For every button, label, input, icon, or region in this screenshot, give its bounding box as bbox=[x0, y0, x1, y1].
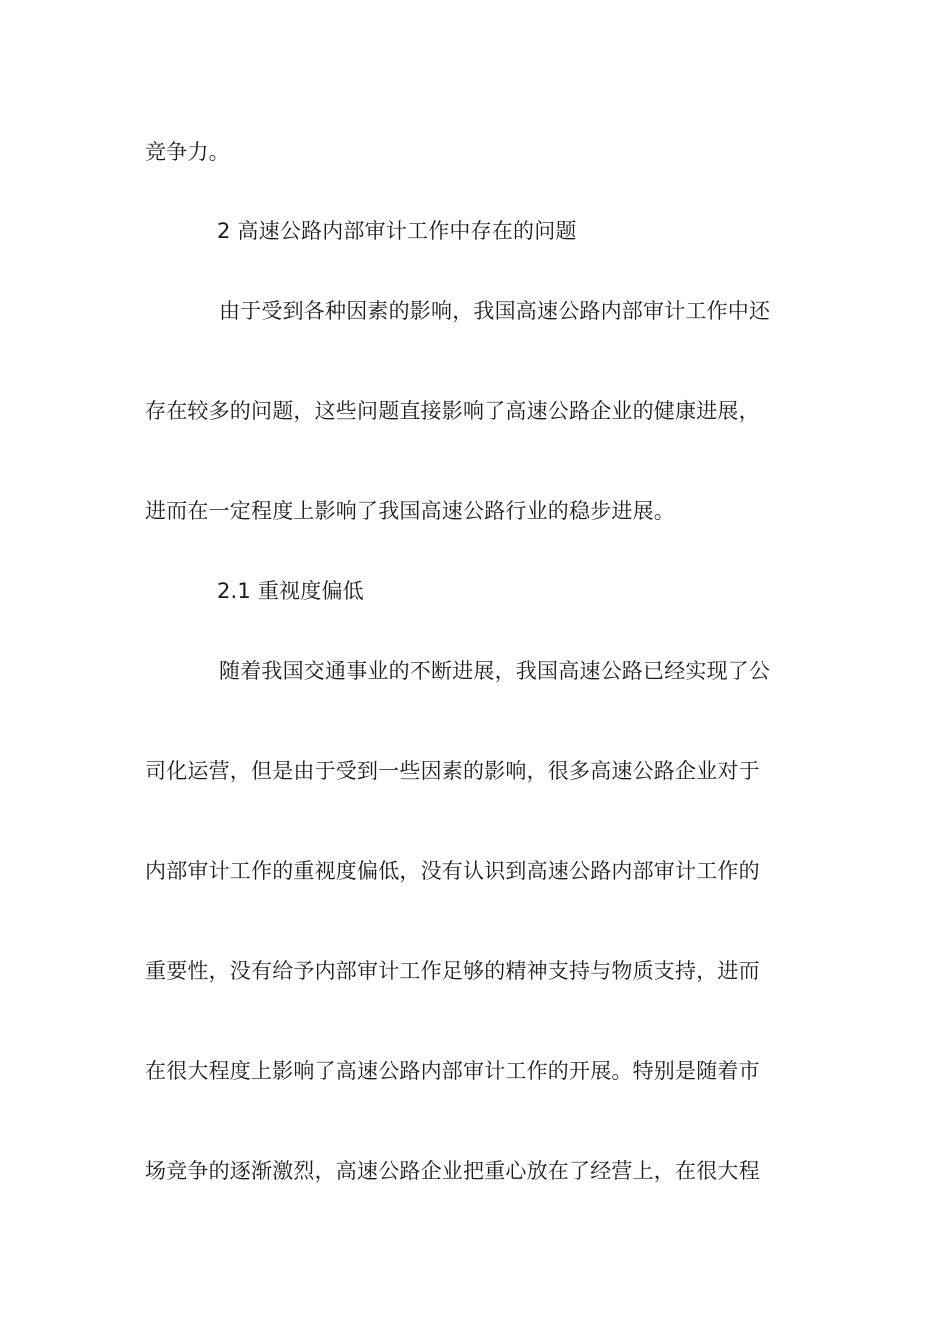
paragraph2-line: 重要性，没有给予内部审计工作足够的精神支持与物质支持，进而 bbox=[145, 959, 760, 983]
top-fragment: 竞争力。 bbox=[145, 140, 230, 164]
paragraph1-line: 由于受到各种因素的影响，我国高速公路内部审计工作中还 bbox=[219, 299, 771, 323]
subsection-heading: 2.1 重视度偏低 bbox=[217, 579, 364, 603]
paragraph2-line: 随着我国交通事业的不断进展，我国高速公路已经实现了公 bbox=[219, 659, 771, 683]
paragraph2-line: 场竞争的逐渐激烈，高速公路企业把重心放在了经营上，在很大程 bbox=[145, 1159, 760, 1183]
paragraph2-line: 内部审计工作的重视度偏低，没有认识到高速公路内部审计工作的 bbox=[145, 859, 760, 883]
paragraph1-line: 存在较多的问题，这些问题直接影响了高速公路企业的健康进展， bbox=[145, 399, 760, 423]
paragraph2-line: 司化运营，但是由于受到一些因素的影响，很多高速公路企业对于 bbox=[145, 759, 760, 783]
section-heading: 2 高速公路内部审计工作中存在的问题 bbox=[217, 219, 577, 243]
paragraph2-line: 在很大程度上影响了高速公路内部审计工作的开展。特别是随着市 bbox=[145, 1059, 760, 1083]
paragraph1-line: 进而在一定程度上影响了我国高速公路行业的稳步进展。 bbox=[145, 499, 675, 523]
